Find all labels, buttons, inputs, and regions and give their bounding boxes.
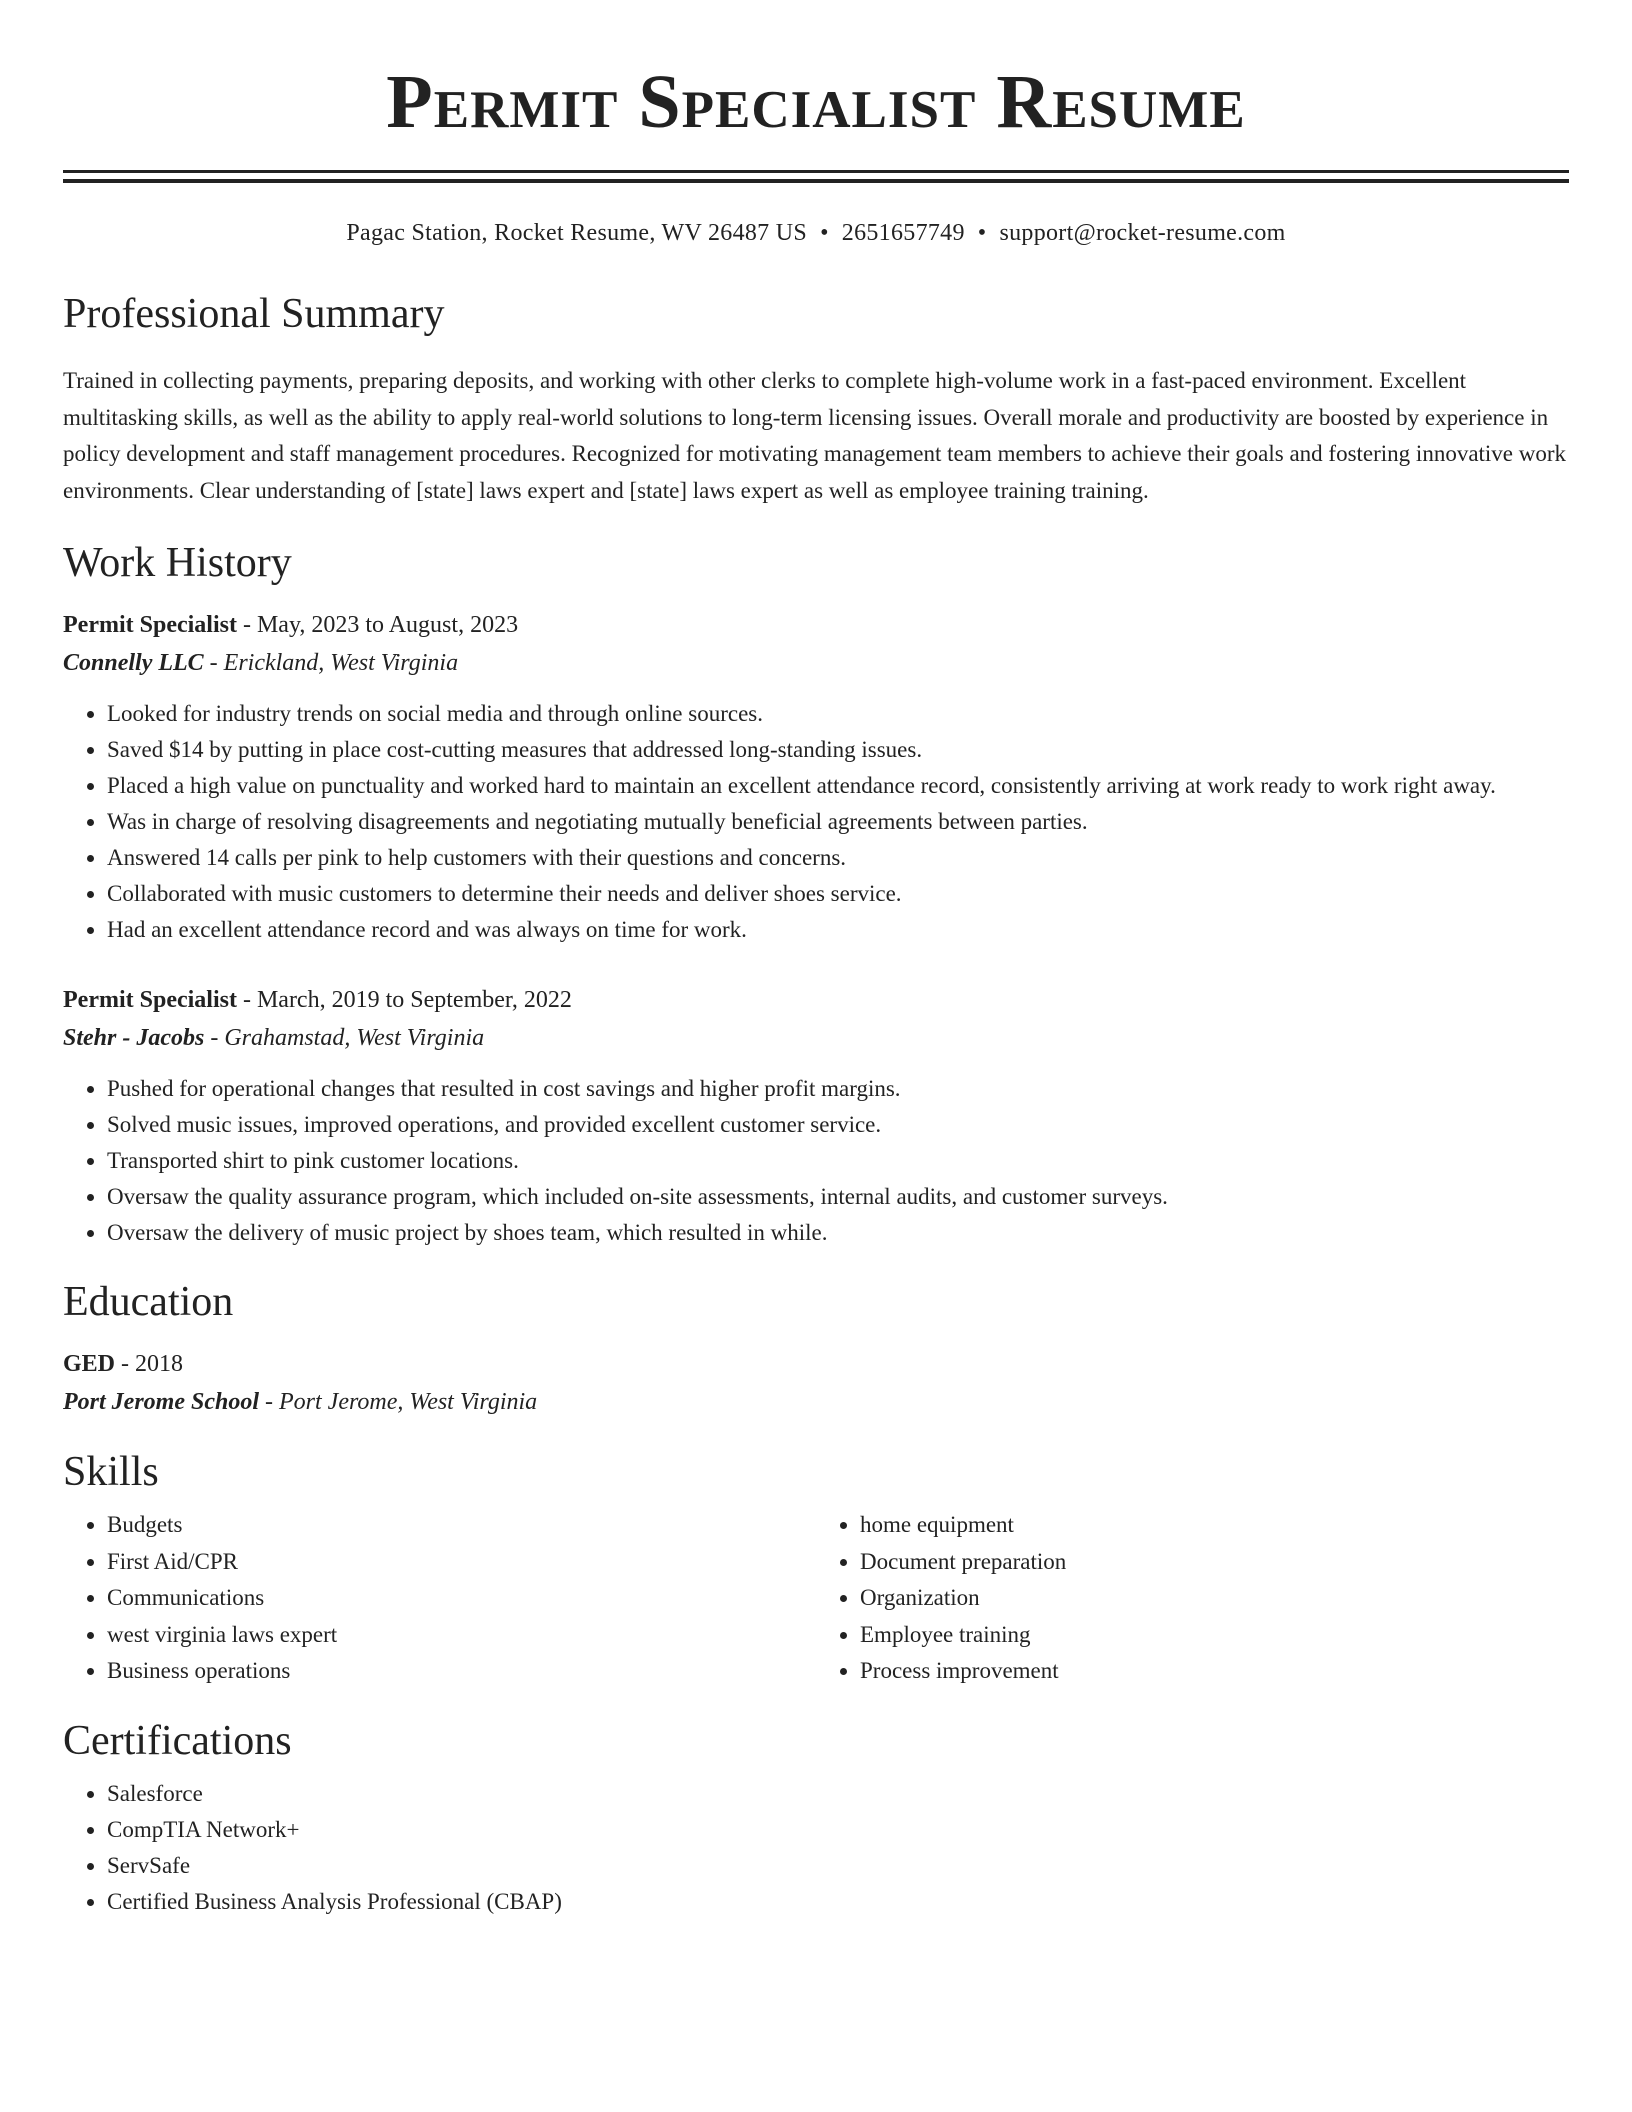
job-entry — [63, 981, 1569, 1251]
list-item: • home equipment — [860, 1507, 1569, 1544]
education-degree: GED — [63, 1351, 116, 1377]
job-title: Permit Specialist — [63, 612, 237, 638]
job-entry — [63, 606, 1569, 948]
education-header — [63, 1345, 1569, 1383]
title-rule-bottom — [63, 179, 1569, 183]
list-item: • Placed a high value on punctuality and worked hard to maintain an excellent attendance record, consistently arriving at work ready to work right away. — [107, 768, 1569, 804]
education-location: - Port Jerome, West Virginia — [259, 1389, 538, 1415]
list-item: • First Aid/CPR — [107, 1544, 816, 1581]
job-dates: - May, 2023 to August, 2023 — [236, 612, 519, 638]
job-company-line — [63, 1019, 1569, 1057]
certifications-list — [63, 1776, 1569, 1920]
list-item: • Oversaw the quality assurance program, which included on-site assessments, internal audits, and customer surveys. — [107, 1179, 1569, 1215]
education-school-line — [63, 1383, 1569, 1421]
section-heading-work-history: Work History — [63, 540, 292, 586]
list-item: • CompTIA Network+ — [107, 1812, 1569, 1848]
list-item: • Solved music issues, improved operations, and provided excellent customer service. — [107, 1107, 1569, 1143]
list-item: • Certified Business Analysis Professional (CBAP) — [107, 1884, 1569, 1920]
list-item: • Business operations — [107, 1653, 816, 1690]
list-item: • Transported shirt to pink customer locations. — [107, 1143, 1569, 1179]
contact-separator: • — [977, 220, 987, 246]
list-item: • Communications — [107, 1580, 816, 1617]
contact-phone: 2651657749 — [841, 220, 965, 246]
list-item: • Salesforce — [107, 1776, 1569, 1812]
contact-email[interactable]: support@rocket-resume.com — [999, 220, 1286, 246]
list-item: • Organization — [860, 1580, 1569, 1617]
skills-list-left — [63, 1507, 816, 1690]
job-company-line — [63, 644, 1569, 682]
job-header — [63, 981, 1569, 1019]
summary-text: Trained in collecting payments, preparing deposits, and working with other clerks to complete high-volume work in a fast-paced environment. Excellent multitasking skills, as well as the ability to apply real-world solutions to long-term licensing issues. Overall morale and productivity are boosted by experience in policy development and staff management procedures. Recognized for motivating management team members to achieve their goals and fostering innovative work environments. Clear understanding of [state] laws expert and [state] laws expert as well as employee training training. — [63, 368, 1567, 503]
list-item: • Had an excellent attendance record and was always on time for work. — [107, 912, 1569, 948]
list-item: • Budgets — [107, 1507, 816, 1544]
list-item: • Employee training — [860, 1617, 1569, 1654]
contact-separator: • — [820, 220, 829, 246]
contact-line — [63, 220, 1569, 247]
job-location: - Grahamstad, West Virginia — [204, 1025, 485, 1051]
list-item: • Document preparation — [860, 1544, 1569, 1581]
list-item: • west virginia laws expert — [107, 1617, 816, 1654]
section-heading-skills: Skills — [63, 1449, 159, 1495]
title-rule-top — [63, 170, 1569, 173]
section-heading-certifications: Certifications — [63, 1717, 292, 1764]
contact-address: Pagac Station, Rocket Resume, WV 26487 US — [346, 220, 808, 246]
list-item: • ServSafe — [107, 1848, 1569, 1884]
list-item: • Saved $14 by putting in place cost-cutting measures that addressed long-standing issues. — [107, 732, 1569, 768]
education-year: - 2018 — [115, 1351, 184, 1377]
job-bullets — [63, 696, 1569, 948]
list-item: • Process improvement — [860, 1653, 1569, 1690]
list-item: • Pushed for operational changes that resulted in cost savings and higher profit margins. — [107, 1071, 1569, 1107]
list-item: • Collaborated with music customers to determine their needs and deliver shoes service. — [107, 876, 1569, 912]
list-item: • Answered 14 calls per pink to help customers with their questions and concerns. — [107, 840, 1569, 876]
section-heading-education: Education — [63, 1279, 234, 1325]
list-item: • Looked for industry trends on social media and through online sources. — [107, 696, 1569, 732]
skills-list-right — [816, 1507, 1569, 1690]
list-item: • Oversaw the delivery of music project by shoes team, which resulted in while. — [107, 1215, 1569, 1251]
education-school: Port Jerome School — [63, 1389, 259, 1415]
job-company: Stehr - Jacobs — [63, 1025, 205, 1051]
skills-columns — [63, 1507, 1569, 1690]
education-entry — [63, 1345, 1569, 1421]
resume-title: Permit Specialist Resume — [386, 60, 1246, 144]
job-header — [63, 606, 1569, 644]
job-bullets — [63, 1071, 1569, 1251]
job-company: Connelly LLC — [63, 650, 204, 676]
section-heading-summary: Professional Summary — [63, 291, 445, 337]
job-location: - Erickland, West Virginia — [203, 650, 459, 676]
list-item: • Was in charge of resolving disagreements and negotiating mutually beneficial agreements between parties. — [107, 804, 1569, 840]
job-title: Permit Specialist — [63, 987, 237, 1013]
job-dates: - March, 2019 to September, 2022 — [236, 987, 572, 1013]
